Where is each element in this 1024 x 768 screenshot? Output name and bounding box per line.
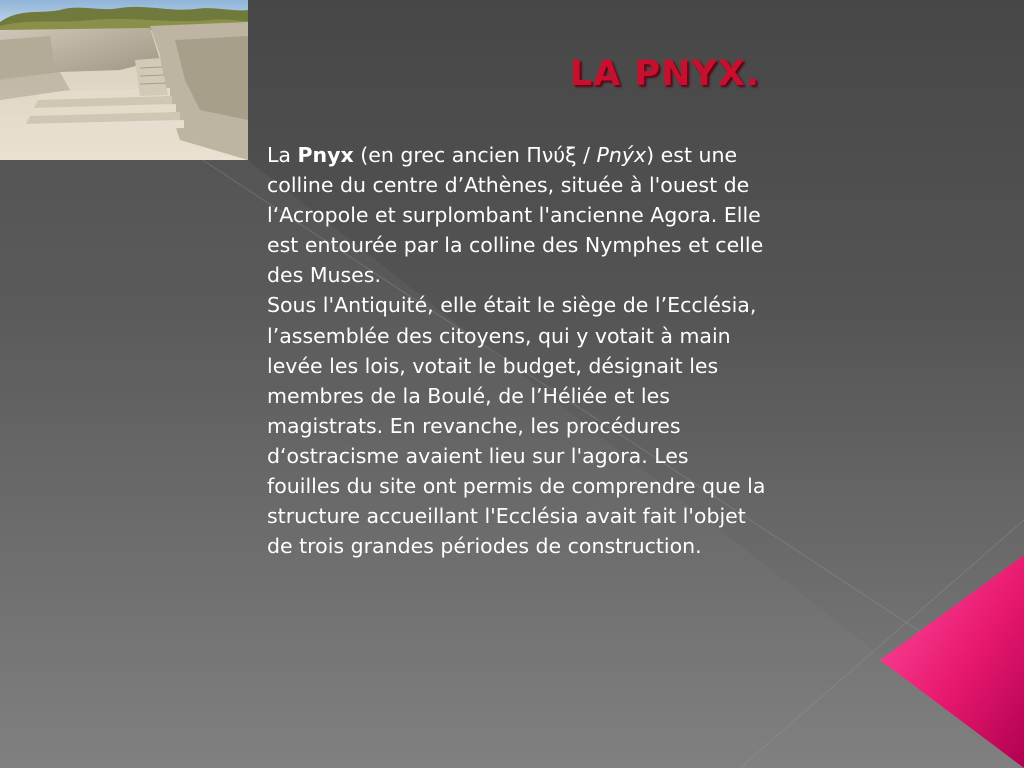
slide-title: LA PNYX. [569,54,760,94]
transliteration: Pnýx [596,143,647,167]
term-pnyx: Pnyx [297,143,354,167]
history-paragraph: Sous l'Antiquité, elle était le siège de l’Ecclésia, l’assemblée des citoyens, qui y votait à main levée les lois, votait le budget, désignait les membres de la Boulé, de l’Héliée et les magistrats. En revanche, les procédures d‘ostracisme avaient lieu sur l'agora. Les fouilles du site ont permis de comprendre que la structure accueillant l'Ecclésia avait fait l'objet de trois grandes périodes de construction. [267,293,766,559]
intro-paragraph [267,140,767,290]
intro-paren-open: (en grec ancien Πνύξ / [353,143,597,167]
pnyx-photo [0,0,248,160]
intro-article: La [267,143,291,167]
intro-rest: ) est une colline du centre d’Athènes, située à l'ouest de l‘Acropole et surplombant l'ancienne Agora. Elle est entourée par la colline des Nymphes et celle des Muses. [267,143,764,288]
body-text [267,140,767,561]
